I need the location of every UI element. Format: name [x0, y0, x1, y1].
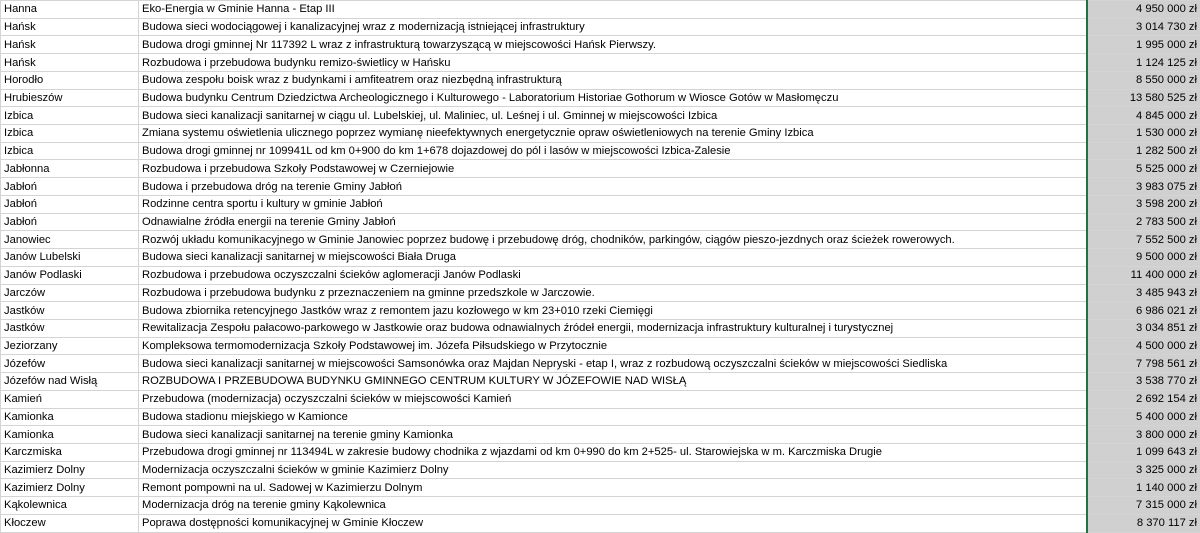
- gmina-cell[interactable]: Jabłoń: [1, 213, 139, 231]
- project-title-cell[interactable]: Rozbudowa i przebudowa Szkoły Podstawowej w Czerniejowie: [139, 160, 1087, 178]
- gmina-cell[interactable]: Kazimierz Dolny: [1, 461, 139, 479]
- gmina-cell[interactable]: Kamień: [1, 390, 139, 408]
- table-row: [1, 249, 1200, 267]
- table-row: [1, 497, 1200, 515]
- project-title-cell[interactable]: Eko-Energia w Gminie Hanna - Etap III: [139, 1, 1087, 19]
- amount-cell[interactable]: 4 950 000 zł: [1087, 1, 1200, 19]
- table-row: [1, 142, 1200, 160]
- amount-cell[interactable]: 3 598 200 zł: [1087, 195, 1200, 213]
- project-title-cell[interactable]: Budowa budynku Centrum Dziedzictwa Archeologicznego i Kulturowego - Laboratorium Historiae Gothorum w Wiosce Gotów w Masłomęczu: [139, 89, 1087, 107]
- project-title-cell[interactable]: Budowa sieci kanalizacji sanitarnej w ciągu ul. Lubelskiej, ul. Maliniec, ul. Leśnej i ul. Gminnej w miejscowości Izbica: [139, 107, 1087, 125]
- table-row: [1, 178, 1200, 196]
- gmina-cell[interactable]: Hańsk: [1, 36, 139, 54]
- gmina-cell[interactable]: Jeziorzany: [1, 337, 139, 355]
- gmina-cell[interactable]: Kamionka: [1, 426, 139, 444]
- table-row: [1, 426, 1200, 444]
- table-row: [1, 18, 1200, 36]
- project-title-cell[interactable]: Modernizacja oczyszczalni ścieków w gminie Kazimierz Dolny: [139, 461, 1087, 479]
- project-title-cell[interactable]: Budowa stadionu miejskiego w Kamionce: [139, 408, 1087, 426]
- gmina-cell[interactable]: Karczmiska: [1, 443, 139, 461]
- project-title-cell[interactable]: Budowa zespołu boisk wraz z budynkami i amfiteatrem oraz niezbędną infrastrukturą: [139, 71, 1087, 89]
- gmina-cell[interactable]: Jabłonna: [1, 160, 139, 178]
- project-title-cell[interactable]: Rozbudowa i przebudowa budynku z przeznaczeniem na gminne przedszkole w Jarczowie.: [139, 284, 1087, 302]
- gmina-cell[interactable]: Jastków: [1, 302, 139, 320]
- gmina-cell[interactable]: Janów Lubelski: [1, 249, 139, 267]
- project-title-cell[interactable]: Budowa zbiornika retencyjnego Jastków wraz z remontem jazu kozłowego w km 23+010 rzeki Ciemięgi: [139, 302, 1087, 320]
- amount-cell[interactable]: 1 124 125 zł: [1087, 54, 1200, 72]
- amount-cell[interactable]: 4 845 000 zł: [1087, 107, 1200, 125]
- project-title-cell[interactable]: Rodzinne centra sportu i kultury w gminie Jabłoń: [139, 195, 1087, 213]
- table-row: [1, 319, 1200, 337]
- table-row: [1, 160, 1200, 178]
- table-row: [1, 443, 1200, 461]
- table-row: [1, 231, 1200, 249]
- amount-cell[interactable]: 2 783 500 zł: [1087, 213, 1200, 231]
- project-title-cell[interactable]: Kompleksowa termomodernizacja Szkoły Podstawowej im. Józefa Piłsudskiego w Przytocznie: [139, 337, 1087, 355]
- amount-cell[interactable]: 8 370 117 zł: [1087, 514, 1200, 532]
- amount-cell[interactable]: 5 525 000 zł: [1087, 160, 1200, 178]
- gmina-cell[interactable]: Jabłoń: [1, 195, 139, 213]
- amount-cell[interactable]: 9 500 000 zł: [1087, 249, 1200, 267]
- amount-cell[interactable]: 3 325 000 zł: [1087, 461, 1200, 479]
- amount-cell[interactable]: 3 014 730 zł: [1087, 18, 1200, 36]
- table-row: [1, 479, 1200, 497]
- amount-cell[interactable]: 7 798 561 zł: [1087, 355, 1200, 373]
- table-row: [1, 89, 1200, 107]
- project-title-cell[interactable]: Odnawialne źródła energii na terenie Gminy Jabłoń: [139, 213, 1087, 231]
- amount-cell[interactable]: 1 099 643 zł: [1087, 443, 1200, 461]
- gmina-cell[interactable]: Jarczów: [1, 284, 139, 302]
- amount-cell[interactable]: 1 140 000 zł: [1087, 479, 1200, 497]
- project-title-cell[interactable]: Budowa sieci kanalizacji sanitarnej w miejscowości Samsonówka oraz Majdan Nepryski - etap I, wraz z rozbudową oczyszczalni ścieków w miejscowości Siedliska: [139, 355, 1087, 373]
- gmina-cell[interactable]: Izbica: [1, 125, 139, 143]
- amount-cell[interactable]: 8 550 000 zł: [1087, 71, 1200, 89]
- table-row: [1, 284, 1200, 302]
- table-row: [1, 266, 1200, 284]
- gmina-cell[interactable]: Kamionka: [1, 408, 139, 426]
- gmina-cell[interactable]: Janów Podlaski: [1, 266, 139, 284]
- gmina-cell[interactable]: Kąkolewnica: [1, 497, 139, 515]
- project-title-cell[interactable]: ROZBUDOWA I PRZEBUDOWA BUDYNKU GMINNEGO CENTRUM KULTURY W JÓZEFOWIE NAD WISŁĄ: [139, 373, 1087, 391]
- amount-cell[interactable]: 6 986 021 zł: [1087, 302, 1200, 320]
- table-row: [1, 54, 1200, 72]
- table-row: [1, 390, 1200, 408]
- amount-cell[interactable]: 1 530 000 zł: [1087, 125, 1200, 143]
- gmina-cell[interactable]: Kłoczew: [1, 514, 139, 532]
- amount-cell[interactable]: 1 995 000 zł: [1087, 36, 1200, 54]
- table-row: [1, 195, 1200, 213]
- table-row: [1, 355, 1200, 373]
- project-title-cell[interactable]: Rozbudowa i przebudowa oczyszczalni ścieków aglomeracji Janów Podlaski: [139, 266, 1087, 284]
- sheet-body: [1, 1, 1200, 533]
- gmina-cell[interactable]: Hanna: [1, 1, 139, 19]
- amount-cell[interactable]: 3 983 075 zł: [1087, 178, 1200, 196]
- amount-cell[interactable]: 11 400 000 zł: [1087, 266, 1200, 284]
- amount-cell[interactable]: 3 538 770 zł: [1087, 373, 1200, 391]
- project-title-cell[interactable]: Przebudowa (modernizacja) oczyszczalni ścieków w miejscowości Kamień: [139, 390, 1087, 408]
- table-row: [1, 337, 1200, 355]
- project-title-cell[interactable]: Zmiana systemu oświetlenia ulicznego poprzez wymianę nieefektywnych energetycznie opraw oświetleniowych na terenie Gminy Izbica: [139, 125, 1087, 143]
- table-row: [1, 461, 1200, 479]
- amount-cell[interactable]: 3 800 000 zł: [1087, 426, 1200, 444]
- table-row: [1, 71, 1200, 89]
- gmina-cell[interactable]: Kazimierz Dolny: [1, 479, 139, 497]
- amount-cell[interactable]: 7 552 500 zł: [1087, 231, 1200, 249]
- gmina-cell[interactable]: Janowiec: [1, 231, 139, 249]
- project-title-cell[interactable]: Budowa sieci wodociągowej i kanalizacyjnej wraz z modernizacją istniejącej infrastruktury: [139, 18, 1087, 36]
- gmina-cell[interactable]: Hrubieszów: [1, 89, 139, 107]
- amount-cell[interactable]: 5 400 000 zł: [1087, 408, 1200, 426]
- project-title-cell[interactable]: Budowa sieci kanalizacji sanitarnej na terenie gminy Kamionka: [139, 426, 1087, 444]
- project-title-cell[interactable]: Poprawa dostępności komunikacyjnej w Gminie Kłoczew: [139, 514, 1087, 532]
- table-row: [1, 408, 1200, 426]
- amount-cell[interactable]: 1 282 500 zł: [1087, 142, 1200, 160]
- project-title-cell[interactable]: Budowa i przebudowa dróg na terenie Gminy Jabłoń: [139, 178, 1087, 196]
- amount-cell[interactable]: 3 034 851 zł: [1087, 319, 1200, 337]
- gmina-cell[interactable]: Jabłoń: [1, 178, 139, 196]
- table-row: [1, 514, 1200, 532]
- table-row: [1, 107, 1200, 125]
- amount-cell[interactable]: 7 315 000 zł: [1087, 497, 1200, 515]
- project-title-cell[interactable]: Budowa sieci kanalizacji sanitarnej w miejscowości Biała Druga: [139, 249, 1087, 267]
- gmina-cell[interactable]: Józefów: [1, 355, 139, 373]
- project-title-cell[interactable]: Remont pompowni na ul. Sadowej w Kazimierzu Dolnym: [139, 479, 1087, 497]
- gmina-cell[interactable]: Hańsk: [1, 18, 139, 36]
- table-row: [1, 125, 1200, 143]
- gmina-cell[interactable]: Izbica: [1, 142, 139, 160]
- project-title-cell[interactable]: Budowa drogi gminnej Nr 117392 L wraz z infrastrukturą towarzyszącą w miejscowości Hańsk Pierwszy.: [139, 36, 1087, 54]
- gmina-cell[interactable]: Hańsk: [1, 54, 139, 72]
- gmina-cell[interactable]: Izbica: [1, 107, 139, 125]
- gmina-cell[interactable]: Jastków: [1, 319, 139, 337]
- project-title-cell[interactable]: Budowa drogi gminnej nr 109941L od km 0+900 do km 1+678 dojazdowej do pól i lasów w miejscowości Izbica-Zalesie: [139, 142, 1087, 160]
- amount-cell[interactable]: 3 485 943 zł: [1087, 284, 1200, 302]
- amount-cell[interactable]: 4 500 000 zł: [1087, 337, 1200, 355]
- table-row: [1, 302, 1200, 320]
- project-title-cell[interactable]: Rewitalizacja Zespołu pałacowo-parkowego w Jastkowie oraz budowa odnawialnych źródeł energii, modernizacja infrastruktury kulturalnej i turystycznej: [139, 319, 1087, 337]
- table-row: [1, 36, 1200, 54]
- amount-cell[interactable]: 2 692 154 zł: [1087, 390, 1200, 408]
- table-row: [1, 1, 1200, 19]
- table-row: [1, 373, 1200, 391]
- amount-cell[interactable]: 13 580 525 zł: [1087, 89, 1200, 107]
- gmina-cell[interactable]: Józefów nad Wisłą: [1, 373, 139, 391]
- project-title-cell[interactable]: Rozwój układu komunikacyjnego w Gminie Janowiec poprzez budowę i przebudowę dróg, chodników, parkingów, ciągów pieszo-jezdnych oraz ścieżek rowerowych.: [139, 231, 1087, 249]
- project-title-cell[interactable]: Modernizacja dróg na terenie gminy Kąkolewnica: [139, 497, 1087, 515]
- table-row: [1, 213, 1200, 231]
- project-title-cell[interactable]: Przebudowa drogi gminnej nr 113494L w zakresie budowy chodnika z wjazdami od km 0+990 do km 2+525- ul. Starowiejska w m. Karczmiska Drugie: [139, 443, 1087, 461]
- project-title-cell[interactable]: Rozbudowa i przebudowa budynku remizo-świetlicy w Hańsku: [139, 54, 1087, 72]
- gmina-cell[interactable]: Horodło: [1, 71, 139, 89]
